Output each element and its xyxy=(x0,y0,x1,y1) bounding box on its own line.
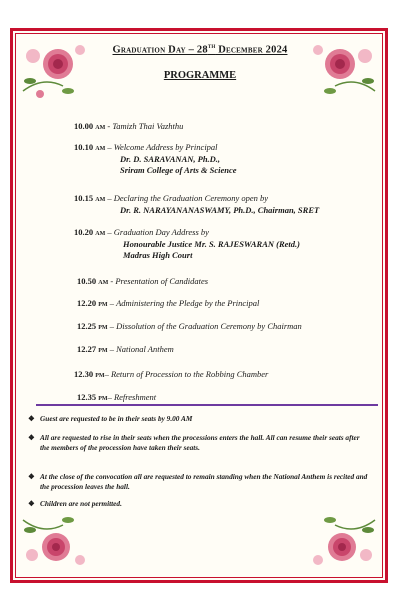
note-item: ❖ Guest are requested to be in their seats by 9.00 AM xyxy=(28,414,193,423)
note-item: ❖ At the close of the convocation all are requested to remain standing when the National Anthem is recited and the procession leaves the hall. xyxy=(28,472,368,491)
event-title: Graduation Day – 28th December 2024 xyxy=(112,43,288,56)
floral-corner-bottom-right xyxy=(300,505,380,575)
note-item: ❖ Children are not permitted. xyxy=(28,499,122,508)
schedule-item: 12.25 pm – Dissolution of the Graduation Ceremony by Chairman xyxy=(77,321,302,331)
diamond-bullet-icon: ❖ xyxy=(28,433,35,442)
schedule-item: 10.00 am - Tamizh Thai Vazhthu xyxy=(74,121,184,131)
note-item: ❖ All are requested to rise in their seats when the processions enters the hall. All can resume their seats after the members of the procession have taken their seats. xyxy=(28,433,360,452)
schedule-item: 12.27 pm – National Anthem xyxy=(77,344,174,354)
diamond-bullet-icon: ❖ xyxy=(28,472,35,481)
schedule-item: 10.20 am – Graduation Day Address by Honourable Justice Mr. S. RAJESWARAN (Retd.) Madras High Court xyxy=(74,227,300,260)
section-divider xyxy=(36,404,378,406)
schedule-item: 12.30 pm– Return of Procession to the Robbing Chamber xyxy=(74,369,269,379)
schedule-item: 10.15 am – Declaring the Graduation Ceremony open by Dr. R. NARAYANANASWAMY, Ph.D., Chairman, SRET xyxy=(74,193,320,215)
schedule-item: 12.20 pm – Administering the Pledge by the Principal xyxy=(77,298,260,308)
schedule-item: 10.50 am - Presentation of Candidates xyxy=(77,276,209,286)
schedule-item: 10.10 am – Welcome Address by Principal Dr. D. SARAVANAN, Ph.D., Sriram College of Arts & Science xyxy=(74,142,237,175)
diamond-bullet-icon: ❖ xyxy=(28,414,35,423)
floral-corner-bottom-left xyxy=(18,505,98,575)
diamond-bullet-icon: ❖ xyxy=(28,499,35,508)
programme-heading: PROGRAMME xyxy=(163,70,237,81)
schedule-item: 12.35 pm– Refreshment xyxy=(77,392,157,402)
